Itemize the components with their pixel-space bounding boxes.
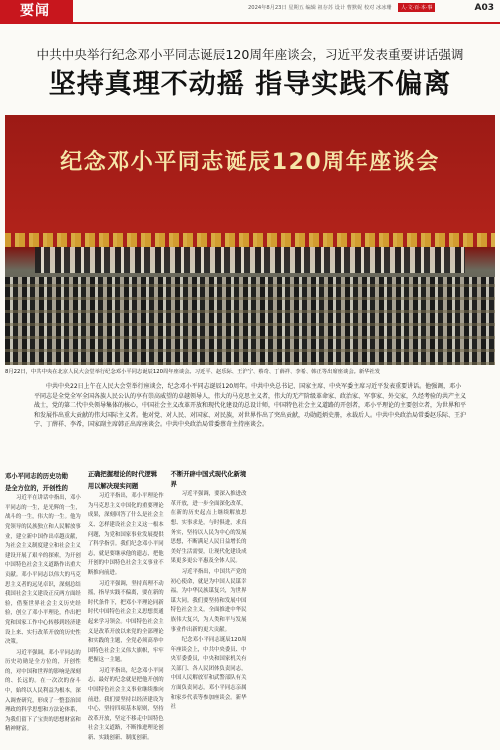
- article-subheading-line2: 是全方位的，开创性的: [5, 484, 68, 492]
- article-paragraph: 习近平指出，中国共产党的初心使命，就是为中国人民谋幸福，为中华民族谋复兴，为世界谋大同。我们要坚持和发展中国特色社会主义，全面推进中华民族伟大复兴，为人类和平与发展事业作出新的更大贡献。: [170, 568, 247, 633]
- news-photo: [5, 115, 495, 365]
- article-paragraph: 习近平指出，邓小平理论作为马克思主义中国化的重要理论成果，深刻回答了什么是社会主义、怎样建设社会主义这一根本问题，为党和国家事业发展提供了科学指引。我们纪念邓小平同志，就是要继承他的遗志，把他开创的中国特色社会主义事业不断推向前进。: [87, 493, 164, 576]
- editor-badge: 人·文·百·本·事: [398, 3, 435, 12]
- issue-info: 2024年8月23日 星期五 编辑 祖存苏 设计 曹默妮 校对 冰冰珊: [248, 5, 392, 11]
- article-subheading: 不断开辟中国式现代化新境界: [170, 471, 247, 488]
- photo-caption: 8月22日，中共中央在北京人民大会堂举行纪念邓小平同志诞辰120周年座谈会。习近平、赵乐际、王沪宁、蔡奇、丁薛祥、李希、韩正等出席座谈会。新华社发: [5, 369, 381, 375]
- photo-flowers: [5, 233, 495, 247]
- article-paragraph: 习近平在讲话中指出，邓小平同志的一生，是光辉的一生，战斗的一生，伟大的一生。他为党领导的民族独立和人民解放事业，建立新中国作出卓越贡献，为社会主义制度建立和社会主义建设开展了艰辛的探索，为开创中国特色社会主义道路作出重大贡献。邓小平同志以伟大的马克思主义者的远见卓识，深刻总结我国社会主义建设正反两方面经验，借鉴世界社会主义历史经验，创立了邓小平理论，作出把党和国家工作中心转移到经济建设上来、实行改革开放的历史性决策。: [5, 495, 81, 646]
- section-label: 要闻: [0, 0, 73, 22]
- photo-dais: [35, 247, 465, 273]
- photo-audience-rows: [5, 277, 495, 365]
- headline-title: 坚持真理不动摇 指导实践不偏离: [48, 69, 452, 100]
- article-paragraph: 纪念邓小平同志诞辰120周年座谈会上，中共中央委员、中央军委委员，中央和国家机关有关部门、各人民团体负责同志，中国人民解放军和武警部队有关方面负责同志，邓小平同志亲属和家乡代表等参加座谈会。新华社: [170, 637, 247, 711]
- article-subheading: 正确把握理论的时代逻辑: [87, 471, 158, 478]
- article-paragraph: 习近平指出，纪念邓小平同志，最好的纪念就是把他开创的中国特色社会主义事业继续推向前进。我们要坚持以经济建设为中心，坚持四项基本原则，坚持改革开放，坚定不移走中国特色社会主义道路，不断推进理论创新、实践创新、制度创新。: [87, 667, 164, 742]
- headline-subtitle: 中共中央举行纪念邓小平同志诞辰120周年座谈会，习近平发表重要讲话强调: [36, 47, 464, 62]
- article-paragraph: 习近平强调，要深入推进改革开放，进一步全面深化改革，在新的历史起点上继续解放思想、实事求是，与时俱进，求真务实，坚持以人民为中心的发展思想，不断满足人民日益增长的美好生活需要，让现代化建设成果更多更公平惠及全体人民。: [170, 491, 247, 565]
- page-header: [0, 0, 500, 22]
- article-paragraph: 习近平强调，邓小平同志的历史功勋是全方位的，开创性的，对中国和世界的影响是深刻的、长远的。在一次次的奋斗中，始终以人民利益为根本，深入调查研究，形成了一整套治国理政的科学思想和方法论体系，为我们留下了宝贵的思想财富和精神财富。: [5, 649, 81, 733]
- article-subheading: 邓小平同志的历史功勋: [5, 473, 68, 480]
- article-subheading-line2: 用以解决现实问题: [87, 482, 139, 490]
- header-rule: [0, 22, 500, 24]
- page-number: A03: [474, 3, 494, 13]
- article-paragraph: 习近平强调，坚持真理不动摇，指导实践不偏离，要在新的时代条件下，把邓小平理论同新时代中国特色社会主义思想贯通起来学习领会。中国特色社会主义是改革开放以来党的全部理论和实践的主题，全党必须高举中国特色社会主义伟大旗帜，牢牢把握这一主题。: [87, 580, 164, 664]
- photo-banner-text: 纪念邓小平同志诞辰120周年座谈会: [60, 150, 440, 175]
- lead-paragraph: 中共中央22日上午在人民大会堂举行座谈会，纪念邓小平同志诞辰120周年。中共中央总书记、国家主席、中央军委主席习近平发表重要讲话。他强调，邓小平同志是全党全军全国各族人民公认的享有崇高威望的卓越领导人，伟大的马克思主义者，伟大的无产阶级革命家、政治家、军事家、外交家，久经考验的共产主义战士，党的第二代中央领导集体的核心，中国社会主义改革开放和现代化建设的总设计师，中国特色社会主义道路的开创者，邓小平理论的主要创立者，为世界和平和发展作出重大贡献的伟大国际主义者。他对党、对人民、对国家、对民族，对世界作出了突出贡献，功勋彪炳史册，永载后人。中共中央政治局常委赵乐际、王沪宁、丁薛祥、李希，国家副主席韩正出席座谈会。中共中央政治局常委蔡奇主持座谈会。: [34, 383, 467, 429]
- article-body: [5, 470, 495, 746]
